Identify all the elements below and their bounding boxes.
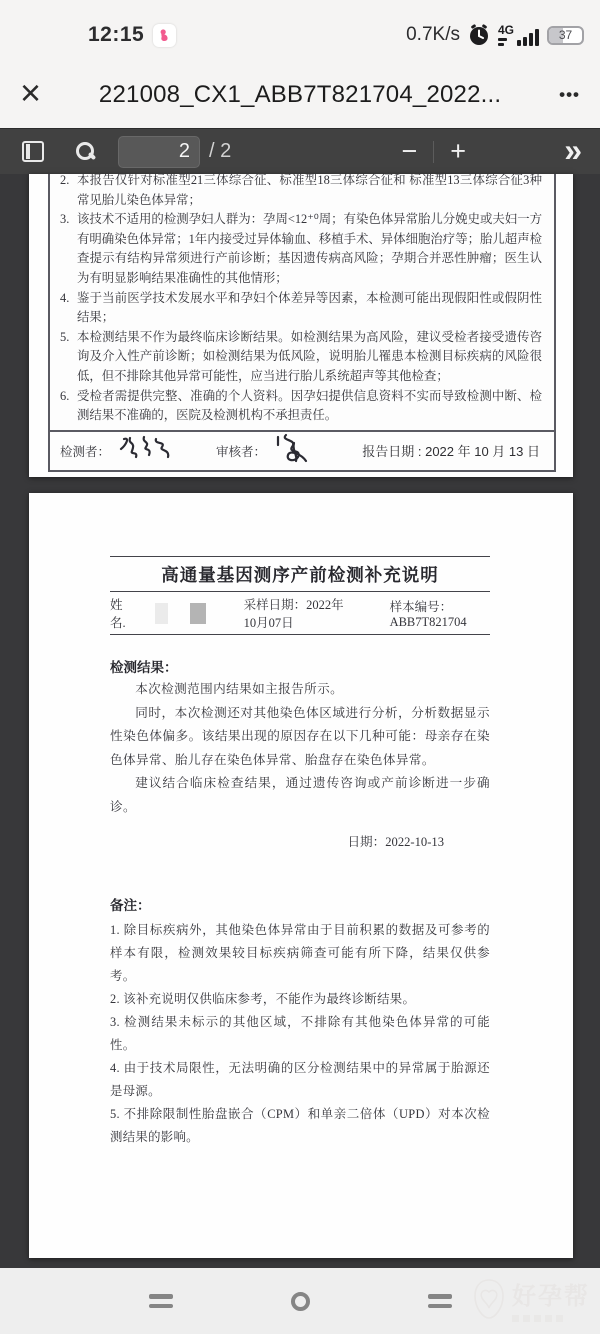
- alarm-clock-icon: [468, 24, 490, 46]
- result-paragraph: 建议结合临床检查结果，通过遗传咨询或产前诊断进一步确诊。: [110, 776, 490, 814]
- report-note-item: 3. 该技术不适用的检测孕妇人群为：孕周<12⁺⁰周；有染色体异常胎儿分娩史或夫妇一方有明确染色体异常；1年内接受过异体输血、移植手术、异体细胞治疗等；胎儿超声检查提示有结构异常须进行产前诊断；基因遗传病高风险；孕期合并恶性肿瘤；医生认为有明显影响结果准确性的其他情形；: [60, 212, 542, 285]
- network-speed: 0.7K/s: [406, 24, 460, 45]
- pdf-page-1: [29, 174, 573, 477]
- mobile-signal-icon: 4G: [498, 24, 539, 46]
- status-bar: [0, 0, 600, 62]
- clock: 12:15: [88, 23, 145, 46]
- pdf-page-2: [29, 493, 573, 1258]
- note-item: 3. 检测结果未标示的其他区域，不排除有其他染色体异常的可能性。: [110, 1015, 490, 1052]
- home-button[interactable]: [291, 1292, 310, 1311]
- redacted-name-block: [155, 603, 169, 624]
- note-item: 5. 不排除限制性胎盘嵌合（CPM）和单亲二倍体（UPD）对本次检测结果的影响。: [110, 1107, 490, 1144]
- result-paragraphs: [110, 678, 490, 819]
- report-note-item: 4. 鉴于当前医学技术发展水平和孕妇个体差异等因素，本检测可能出现假阳性或假阴性结果；: [60, 290, 542, 325]
- recents-button[interactable]: [149, 1294, 173, 1308]
- report-note-item: 6. 受检者需提供完整、准确的个人资料。因孕妇提供信息资料不实而导致检测中断、检测结果不准确的，医院及检测机构不承担责任。: [60, 388, 542, 423]
- zoom-in-button[interactable]: +: [450, 136, 466, 166]
- report-note-item: 5. 本检测结果不作为最终临床诊断结果。如检测结果为高风险，建议受检者接受遗传咨询及介入性产前诊断；如检测结果为低风险，说明胎儿罹患本检测目标疾病的风险很低，但不排除其他异常可能性，应当进行胎儿系统超声等其他检查；: [60, 329, 542, 383]
- reviewer-label: 审核者：: [216, 444, 267, 459]
- redacted-name-block: [190, 603, 205, 624]
- report-notes-list: [50, 174, 554, 430]
- close-icon[interactable]: ×: [20, 72, 42, 113]
- note-item: 4. 由于技术局限性，无法明确的区分检测结果中的异常属于胎源还是母源。: [110, 1061, 490, 1098]
- more-menu-icon[interactable]: •••: [559, 85, 580, 104]
- pdf-toolbar: [0, 128, 600, 174]
- thumbnail-panel-icon[interactable]: [22, 141, 44, 162]
- result-paragraph: 同时，本次检测还对其他染色体区域进行分析，分析数据显示性染色体偏多。该结果出现的原因存在以下几种可能：母亲存在染色体异常、胎儿存在染色体异常、胎盘存在染色体异常。: [110, 705, 490, 767]
- note-item: 1. 除目标疾病外，其他染色体异常由于目前积累的数据及可参考的样本有限，检测效果较目标疾病筛查可能有所下降，结果仅供参考。: [110, 923, 490, 983]
- reviewer-signature: [272, 431, 318, 470]
- watermark-logo-icon: [472, 1278, 506, 1320]
- zoom-out-button[interactable]: −: [401, 136, 418, 166]
- report-notes-box: [48, 174, 556, 472]
- supplement-title-block: [110, 556, 490, 592]
- expand-toolbar-icon[interactable]: »: [564, 131, 582, 168]
- result-paragraph: 本次检测范围内结果如主报告所示。: [135, 682, 344, 696]
- result-heading: 检测结果：: [110, 660, 178, 675]
- search-icon[interactable]: [74, 141, 96, 163]
- page-number-input[interactable]: 2: [118, 136, 200, 168]
- document-title-bar: [0, 62, 600, 128]
- back-button[interactable]: [428, 1294, 452, 1308]
- page-total-label: / 2: [209, 140, 232, 162]
- document-filename: 221008_CX1_ABB7T821704_2022...: [98, 81, 502, 108]
- tester-signature: [116, 433, 174, 468]
- report-note-item: 2. 本报告仅针对标准型21三体综合征、标准型18三体综合征和 标准型13三体综合征3种常见胎儿染色体异常；: [60, 174, 542, 207]
- report-date: 报告日期 : 2022 年 10 月 13 日: [362, 444, 540, 460]
- tester-label: 检测者：: [60, 444, 111, 459]
- android-nav-bar: [0, 1268, 600, 1334]
- signature-row: [50, 430, 554, 470]
- patient-fields-row: [110, 592, 490, 635]
- document-viewer[interactable]: [0, 174, 600, 1268]
- note-item: 2. 该补充说明仅供临床参考，不能作为最终诊断结果。: [110, 992, 416, 1006]
- notes-heading: 备注：: [110, 898, 151, 913]
- watermark: [472, 1276, 590, 1322]
- sampling-date: 采样日期：2022年10月07日: [243, 598, 344, 630]
- supplement-title: 高通量基因测序产前检测补充说明: [161, 565, 439, 585]
- name-label: 姓名.: [110, 598, 126, 630]
- result-date: 日期：2022-10-13: [347, 835, 444, 849]
- toolbar-divider: [433, 141, 434, 163]
- pregnancy-app-notification-icon: [153, 24, 176, 47]
- watermark-tagline: [512, 1315, 590, 1322]
- sample-id: 样本编号：ABB7T821704: [389, 599, 467, 629]
- battery-indicator: 37: [547, 26, 584, 45]
- watermark-text: 好孕帮: [512, 1284, 590, 1310]
- notes-list: [110, 919, 490, 1149]
